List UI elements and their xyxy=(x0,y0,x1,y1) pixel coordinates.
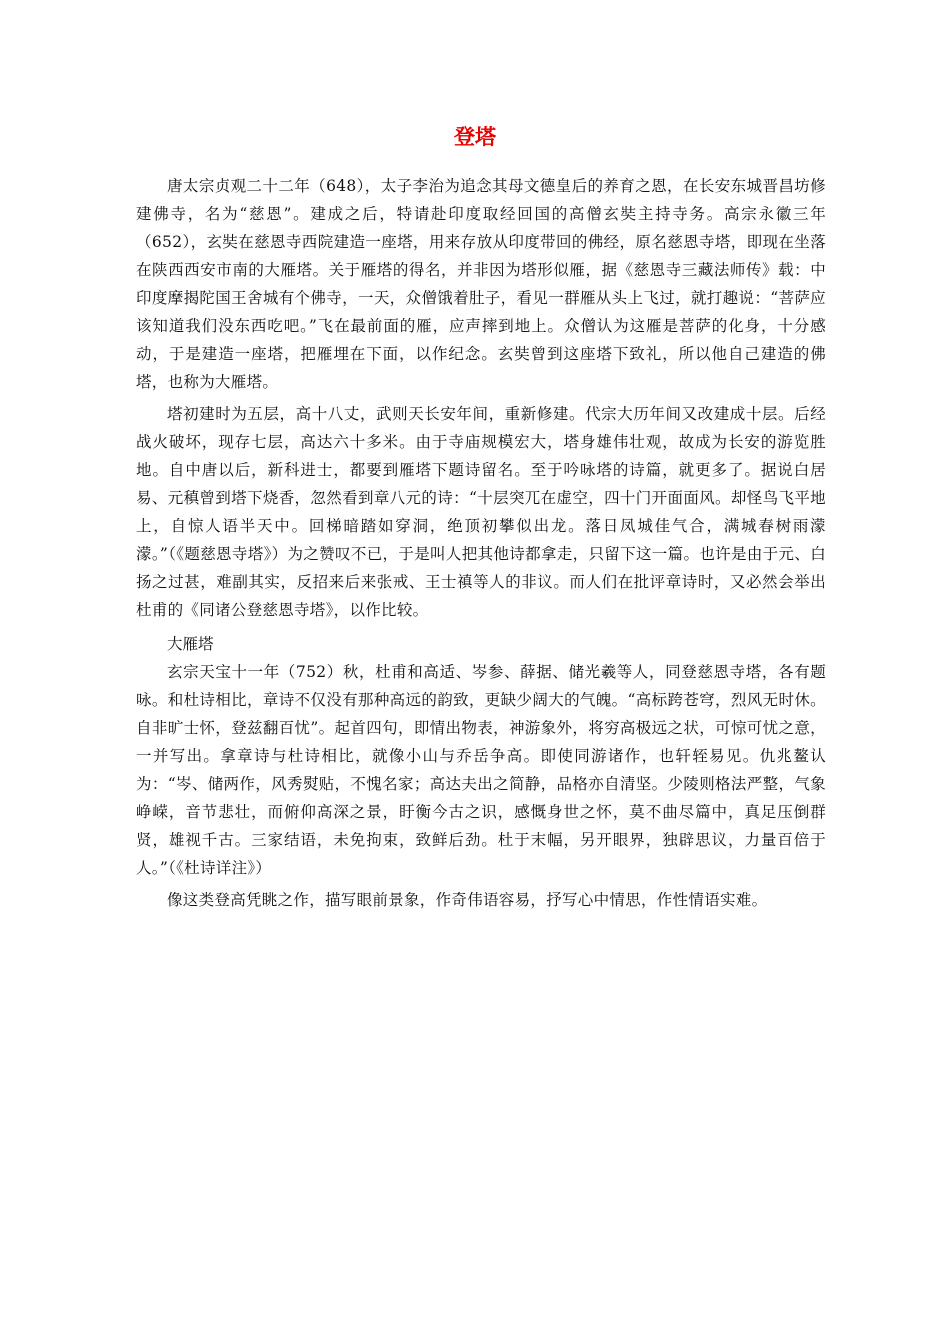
paragraph-history: 塔初建时为五层，高十八丈，武则天长安年间，重新修建。代宗大历年间又改建成十层。后经战火破坏，现存七层，高达六十多米。由于寺庙规模宏大，塔身雄伟壮观，故成为长安的游览胜地。自中唐以后，新科进士，都要到雁塔下题诗留名。至于吟咏塔的诗篇，就更多了。据说白居易、元稹曾到塔下烧香，忽然看到章八元的诗：“十层突兀在虚空，四十门开面面风。却怪鸟飞平地上，自惊人语半天中。回梯暗踏如穿洞，绝顶初攀似出龙。落日凤城佳气合，满城春树雨濛濛。”（《题慈恩寺塔》）为之赞叹不已，于是叫人把其他诗都拿走，只留下这一篇。也许是由于元、白扬之过甚，难副其实，反招来后来张戒、王士禛等人的非议。而人们在批评章诗时，又必然会举出杜甫的《同诸公登慈恩寺塔》，以作比较。 xyxy=(136,405,826,619)
document-title: 登塔 xyxy=(454,125,496,149)
section-subheading: 大雁塔 xyxy=(167,635,214,653)
paragraph-conclusion: 像这类登高凭眺之作，描写眼前景象，作奇伟语容易，抒写心中情思，作性情语实难。 xyxy=(167,891,768,909)
paragraph-du-fu: 玄宗天宝十一年（752）秋，杜甫和高适、岑参、薛据、储光羲等人，同登慈恩寺塔，各有题咏。和杜诗相比，章诗不仅没有那种高远的韵致，更缺少阔大的气魄。“高标跨苍穹，烈风无时休。自非旷士怀，登兹翻百忧”。起首四句，即情出物表，神游象外，将穷高极远之状，可惊可忧之意，一并写出。拿章诗与杜诗相比，就像小山与乔岳争高。即使同游诸作，也轩轾易见。仇兆鳌认为：“岑、储两作，风秀熨贴，不愧名家；高达夫出之简静，品格亦自清坚。少陵则格法严整，气象峥嵘，音节悲壮，而俯仰高深之景，盱衡今古之识，感慨身世之怀，莫不曲尽篇中，真足压倒群贤，雄视千古。三家结语，未免拘束，致鲜后劲。杜于末幅，另开眼界，独辟思议，力量百倍于人。”（《杜诗详注》） xyxy=(136,663,826,877)
paragraph-origin: 唐太宗贞观二十二年（648），太子李治为追念其母文德皇后的养育之恩，在长安东城晋昌坊修建佛寺，名为“慈恩”。建成之后，特请赴印度取经回国的高僧玄奘主持寺务。高宗永徽三年（652），玄奘在慈恩寺西院建造一座塔，用来存放从印度带回的佛经，原名慈恩寺塔，即现在坐落在陕西西安市南的大雁塔。关于雁塔的得名，并非因为塔形似雁，据《慈恩寺三藏法师传》载：中印度摩揭陀国王舍城有个佛寺，一天，众僧饿着肚子，看见一群雁从头上飞过，就打趣说：“菩萨应该知道我们没东西吃吧。”飞在最前面的雁，应声摔到地上。众僧认为这雁是菩萨的化身，十分感动，于是建造一座塔，把雁埋在下面，以作纪念。玄奘曾到这座塔下致礼，所以他自己建造的佛塔，也称为大雁塔。 xyxy=(136,177,826,391)
document-body xyxy=(136,172,826,914)
